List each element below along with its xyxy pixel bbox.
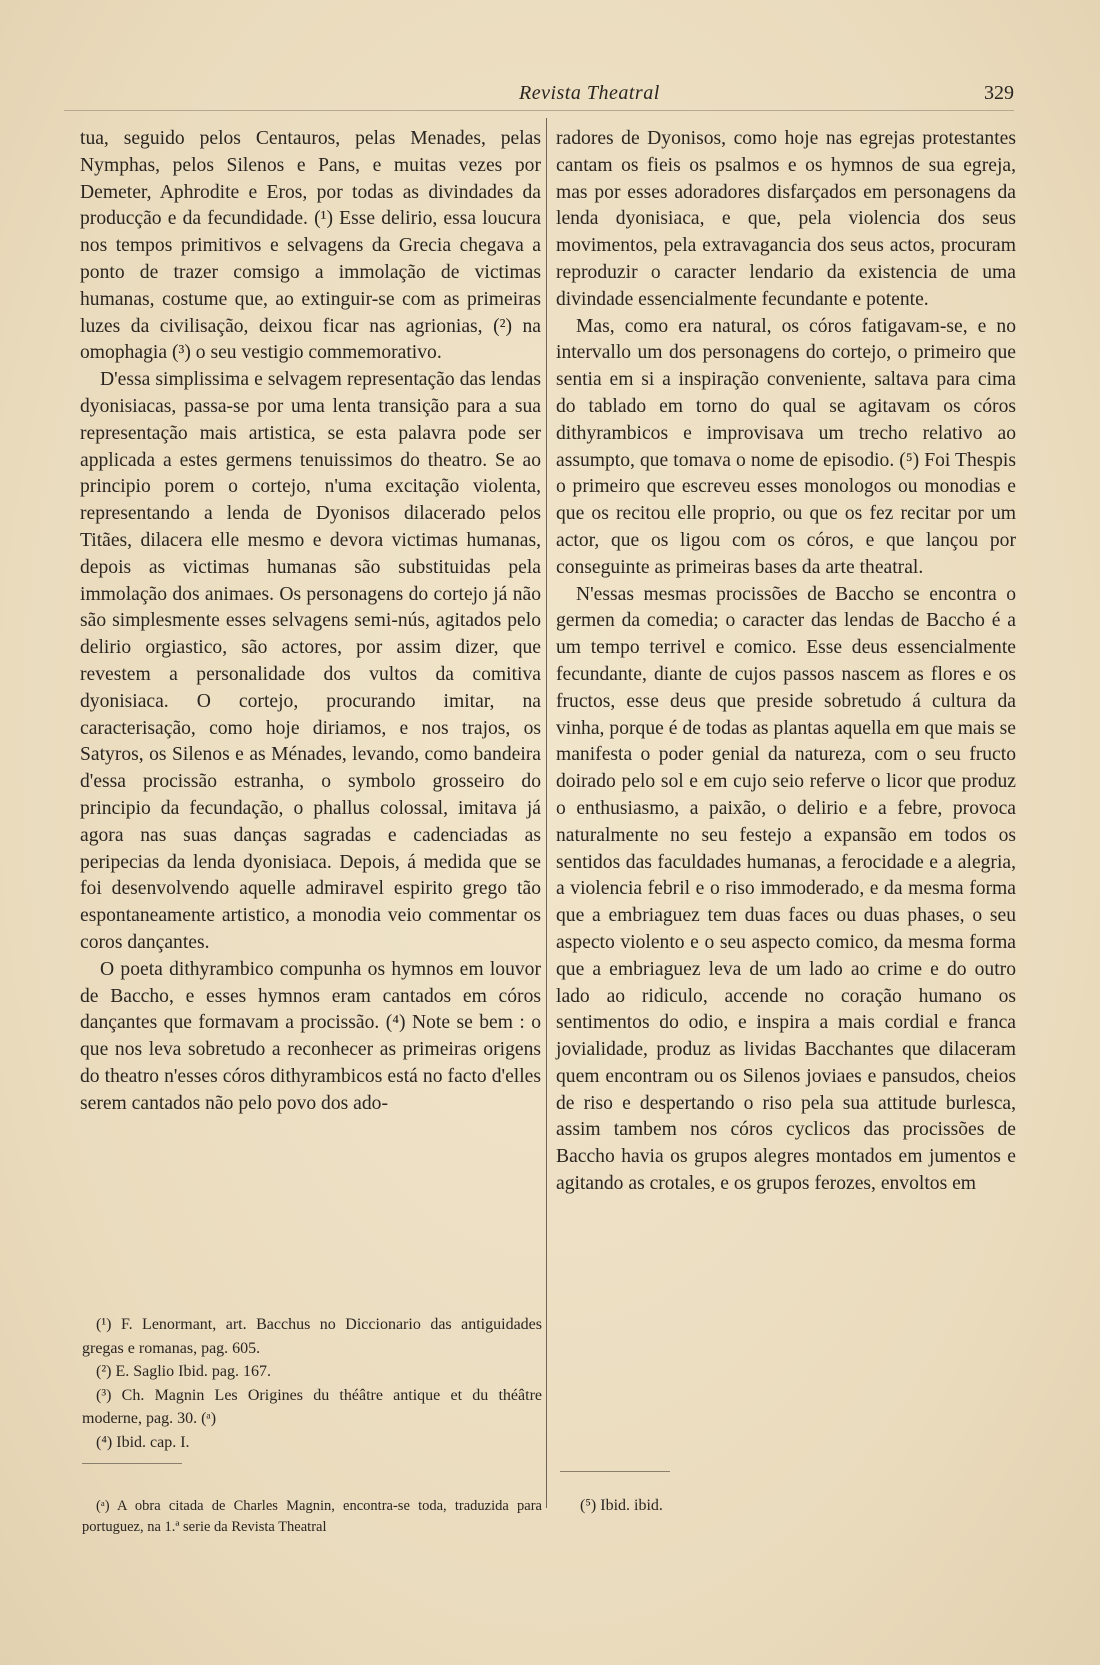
footnote: (⁵) Ibid. ibid. (580, 1497, 663, 1514)
right-column (556, 126, 1016, 1198)
footnote: (³) Ch. Magnin Les Origines du théâtre antique et du théâtre moderne, pag. 30. (ᵃ) (82, 1386, 542, 1427)
running-title: Revista Theatral (519, 82, 660, 104)
footnote-separator (560, 1471, 670, 1472)
editor-note: (ᵃ) A obra citada de Charles Magnin, encontra-se toda, traduzida para portuguez, na 1.ª serie da Revista Theatral (82, 1497, 542, 1535)
paragraph: D'essa simplissima e selvagem representação das lendas dyonisiacas, passa-se por uma lenta transição para a sua representação mais artistica, se esta palavra pode ser applicada a estes germens tenuissimos do theatro. Se ao principio porem o cortejo, n'uma excitação violenta, representando a lenda de Dyonisos dilacerado pelos Titães, dilacera elle mesmo e devora victimas humanas, depois as victimas humanas são substituidas pela immolação dos animaes. Os personagens do cortejo já não são simplesmente esses selvagens semi-nús, agitados pelo delirio orgiastico, são actores, por assim dizer, que revestem a personalidade dos vultos da comitiva dyonisiaca. O cortejo, procurando imitar, na caracterisação, como hoje diriamos, e nos trajos, os Satyros, os Silenos e as Ménades, levando, como bandeira d'essa procissão estranha, o symbolo grosseiro do principio da fecundação, o phallus colossal, imitava já agora nas suas danças sagradas e cadenciadas as peripecias da lenda dyonisiaca. Depois, á medida que se foi desenvolvendo aquelle admiravel espirito grego tão espontaneamente artistico, a monodia veio commentar os coros dançantes. (80, 369, 541, 953)
footnote-separator (82, 1463, 182, 1464)
paragraph: radores de Dyonisos, como hoje nas egrejas protestantes cantam os fieis os psalmos e os hymnos de sua egreja, mas por esses adoradores disfarçados em personagens da lenda dyonisiaca, e que, pela violencia dos seus movimentos, pela extravagancia dos seus actos, procuram reproduzir o caracter lendario da existencia de uma divindade essencialmente fecundante e potente. (556, 128, 1016, 310)
paragraph: N'essas mesmas procissões de Baccho se encontra o germen da comedia; o caracter das lendas de Baccho é a um tempo terrivel e comico. Esse deus essencialmente fecundante, diante de cujos passos nascem as flores e os fructos, esse deus que preside sobretudo á cultura da vinha, porque é de todas as plantas aquella em que mais se manifesta o poder genial da natureza, com o seu fructo doirado pelo sol e em cujo seio referve o licor que produz o enthusiasmo, a paixão, o delirio e a febre, provoca naturalmente no seu festejo a expansão em todos os sentidos das faculdades humanas, a ferocidade e a alegria, a violencia febril e o riso immoderado, e da mesma forma que a embriaguez tem duas faces ou duas phases, o seu aspecto violento e o seu aspecto comico, da mesma forma que a embriaguez leva de um lado ao crime e do outro lado ao ridiculo, accende no coração humano os sentimentos do odio, e inspira a mais cordial e franca jovialidade, produz as lividas Bacchantes que dilaceram quem encontram ou os Silenos joviaes e pansudos, cheios de riso e despertando o riso pela sua attitude burlesca, assim tambem nos córos cyclicos das procissões de Baccho havia os grupos alegres montados em jumentos e agitando as crotales, e os grupos ferozes, envoltos em (556, 583, 1016, 1195)
paragraph: Mas, como era natural, os córos fatigavam-se, e no intervallo um dos personagens do cortejo, o primeiro que sentia em si a inspiração conveniente, saltava para cima do tablado em torno do qual se agitavam os córos dithyrambicos e improvisava um trecho relativo ao assumpto, que tomava o nome de episodio. (⁵) Foi Thespis o primeiro que escreveu esses monologos ou monodias e que os recitou elle proprio, ou que os fez recitar por um actor, que os ligou com os córos, e que lançou por conseguinte as primeiras bases da arte theatral. (556, 315, 1016, 578)
left-column (80, 126, 541, 1117)
footnotes-left (82, 1313, 542, 1454)
column-divider (546, 118, 547, 1508)
paragraph: O poeta dithyrambico compunha os hymnos em louvor de Baccho, e esses hymnos eram cantados em córos dançantes que formavam a procissão. (⁴) Note se bem : o que nos leva sobretudo a reconhecer as primeiras origens do theatro n'esses córos dithyrambicos está no facto d'elles serem cantados não pelo povo dos ado- (80, 958, 541, 1114)
footnotes-right (580, 1494, 880, 1518)
page-header (64, 80, 1014, 111)
page-number: 329 (984, 82, 1014, 104)
footnote: (¹) F. Lenormant, art. Bacchus no Diccionario das antiguidades gregas e romanas, pag. 605. (82, 1316, 542, 1357)
paragraph: tua, seguido pelos Centauros, pelas Menades, pelas Nymphas, pelos Silenos e Pans, e muitas vezes por Demeter, Aphrodite e Eros, por todas as divindades da producção e da fecundidade. (¹) Esse delirio, essa loucura nos tempos primitivos e selvagens da Grecia chegava a ponto de trazer comsigo a immolação de victimas humanas, costume que, ao extinguir-se com as primeiras luzes da civilisação, deixou ficar nas agrionias, (²) na omophagia (³) o seu vestigio commemorativo. (80, 128, 541, 364)
footnote: (²) E. Saglio Ibid. pag. 167. (96, 1363, 271, 1380)
footnote: (⁴) Ibid. cap. I. (96, 1433, 190, 1451)
